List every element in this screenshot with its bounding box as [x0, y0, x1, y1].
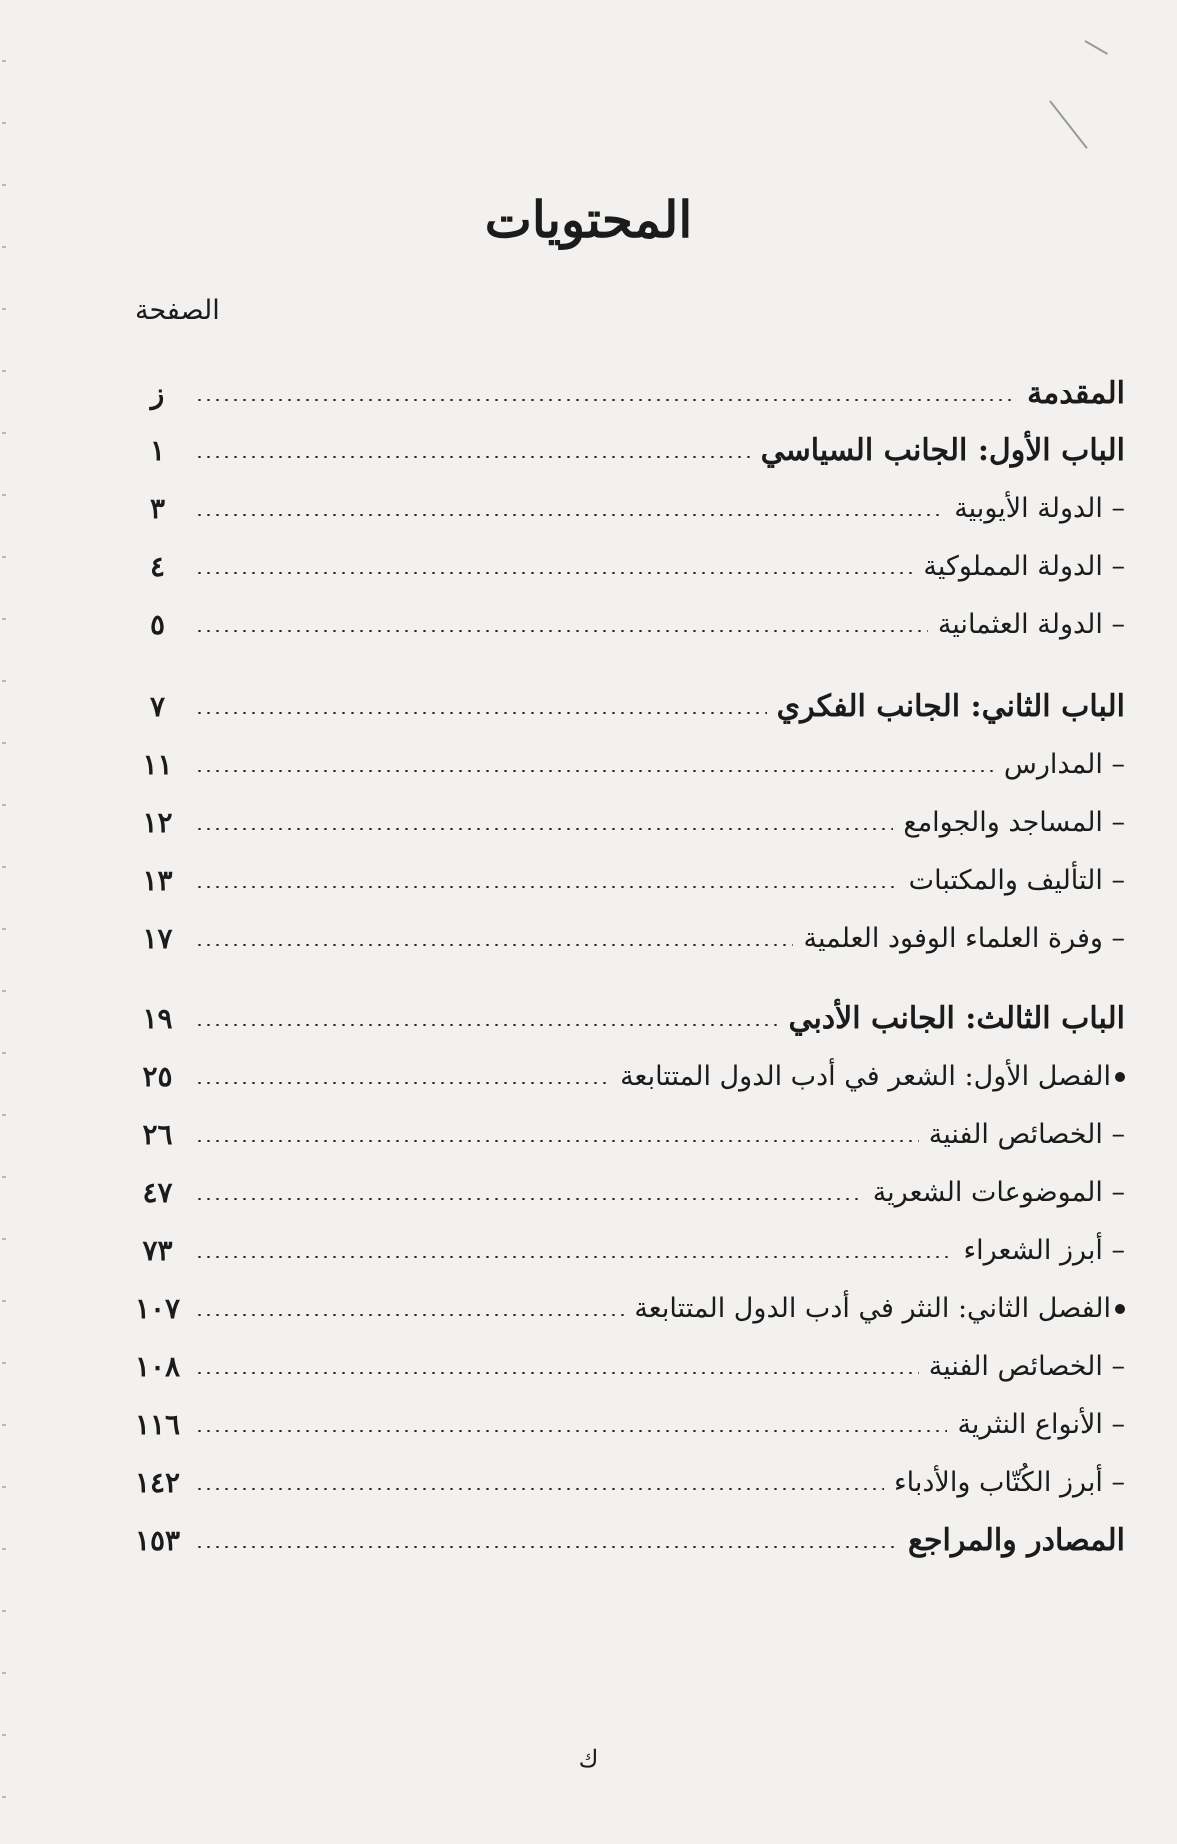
toc-entry-label-wrap — [620, 1061, 1125, 1092]
leader-dots — [195, 456, 751, 458]
toc-entry-label: – الخصائص الفنية — [928, 1118, 1125, 1150]
toc-entry-page: ١٣ — [142, 863, 173, 897]
toc-entry[interactable] — [130, 1109, 1125, 1159]
toc-entry[interactable] — [130, 855, 1125, 905]
toc-entry[interactable] — [130, 739, 1125, 789]
toc-entry-label: الفصل الثاني: النثر في أدب الدول المتتابعة — [634, 1292, 1111, 1324]
toc-entry[interactable] — [130, 1225, 1125, 1275]
toc-entry-page: ٣ — [149, 491, 166, 525]
leader-dots — [195, 514, 944, 516]
bullet-icon — [1115, 1304, 1125, 1314]
toc-entry-label: – الخصائص الفنية — [928, 1350, 1125, 1382]
toc-entry-label: الباب الأول: الجانب السياسي — [760, 432, 1125, 468]
toc-entry-page: ٢٥ — [142, 1059, 173, 1093]
toc-entry[interactable] — [130, 1515, 1125, 1565]
leader-dots — [195, 1082, 610, 1084]
toc-entry-label: الباب الثالث: الجانب الأدبي — [788, 1000, 1125, 1036]
toc-entry-page: ١٥٣ — [134, 1523, 181, 1557]
leader-dots — [195, 630, 928, 632]
toc-entry[interactable] — [130, 1051, 1125, 1101]
toc-entry-page: ٧٣ — [142, 1233, 173, 1267]
leader-dots — [195, 886, 899, 888]
toc-entry[interactable] — [130, 681, 1125, 731]
toc-entry[interactable] — [130, 1341, 1125, 1391]
toc-entry[interactable] — [130, 913, 1125, 963]
leader-dots — [195, 399, 1017, 401]
toc-entry-label: – التأليف والمكتبات — [908, 864, 1125, 896]
leader-dots — [195, 1198, 863, 1200]
toc-entry-page: ١٠٨ — [134, 1349, 181, 1383]
toc-entry[interactable] — [130, 368, 1125, 418]
toc-entry-page: ٥ — [149, 607, 166, 641]
toc-entry-label: – الدولة العثمانية — [937, 608, 1125, 640]
leader-dots — [195, 572, 913, 574]
leader-dots — [195, 712, 767, 714]
toc-entry-page: ١٤٢ — [134, 1465, 181, 1499]
toc-entry[interactable] — [130, 425, 1125, 475]
page-title: المحتويات — [484, 190, 693, 249]
leader-dots — [195, 1430, 947, 1432]
leader-dots — [195, 770, 994, 772]
leader-dots — [195, 1256, 953, 1258]
toc-entry-label-wrap — [634, 1293, 1125, 1324]
leader-dots — [195, 1140, 919, 1142]
toc-entry[interactable] — [130, 993, 1125, 1043]
leader-dots — [195, 1488, 884, 1490]
toc-entry-label: – الموضوعات الشعرية — [872, 1176, 1125, 1208]
toc-entry-label: الفصل الأول: الشعر في أدب الدول المتتابعة — [620, 1060, 1111, 1092]
leader-dots — [195, 828, 893, 830]
toc-entry-label: المقدمة — [1027, 375, 1125, 411]
toc-entry-page: ٤٧ — [142, 1175, 173, 1209]
toc-entry-page: ٢٦ — [142, 1117, 173, 1151]
leader-dots — [195, 1546, 898, 1548]
toc-entry[interactable] — [130, 797, 1125, 847]
toc-entry-page: ١١٦ — [134, 1407, 181, 1441]
toc-entry-label: المصادر والمراجع — [908, 1522, 1125, 1558]
toc-entry-label: – المدارس — [1003, 748, 1125, 780]
toc-entry-label: – المساجد والجوامع — [903, 806, 1125, 838]
toc-entry[interactable] — [130, 1283, 1125, 1333]
toc-entry-page: ١٠٧ — [134, 1291, 181, 1325]
toc-entry-page: ١ — [149, 433, 166, 467]
leader-dots — [195, 1314, 624, 1316]
toc-entry[interactable] — [130, 483, 1125, 533]
leader-dots — [195, 1024, 778, 1026]
toc-entry-page: ٤ — [149, 549, 166, 583]
page-number-footer: ك — [578, 1745, 599, 1773]
toc-entry-label: – أبرز الكُتّاب والأدباء — [893, 1466, 1125, 1498]
bullet-icon — [1115, 1072, 1125, 1082]
toc-entry-label: – وفرة العلماء الوفود العلمية — [803, 922, 1125, 954]
toc-entry-page: ١١ — [142, 747, 173, 781]
page-column-label: الصفحة — [135, 295, 220, 326]
leader-dots — [195, 1372, 919, 1374]
toc-entry[interactable] — [130, 541, 1125, 591]
toc-entry[interactable] — [130, 1399, 1125, 1449]
toc-entry-label: – أبرز الشعراء — [963, 1234, 1125, 1266]
toc-entry-label: – الأنواع النثرية — [957, 1408, 1125, 1440]
toc-entry-page: ١٢ — [142, 805, 173, 839]
leader-dots — [195, 944, 793, 946]
toc-entry[interactable] — [130, 599, 1125, 649]
toc-entry-label: – الدولة المملوكية — [923, 550, 1125, 582]
toc-entry[interactable] — [130, 1457, 1125, 1507]
toc-entry-label: الباب الثاني: الجانب الفكري — [776, 688, 1125, 724]
toc-entry-page: ١٧ — [142, 921, 173, 955]
toc-entry-page: ز — [150, 376, 165, 410]
toc-entry-label: – الدولة الأيوبية — [954, 492, 1125, 524]
toc-entry-page: ٧ — [149, 689, 166, 723]
toc-entry-page: ١٩ — [142, 1001, 173, 1035]
toc-entry[interactable] — [130, 1167, 1125, 1217]
